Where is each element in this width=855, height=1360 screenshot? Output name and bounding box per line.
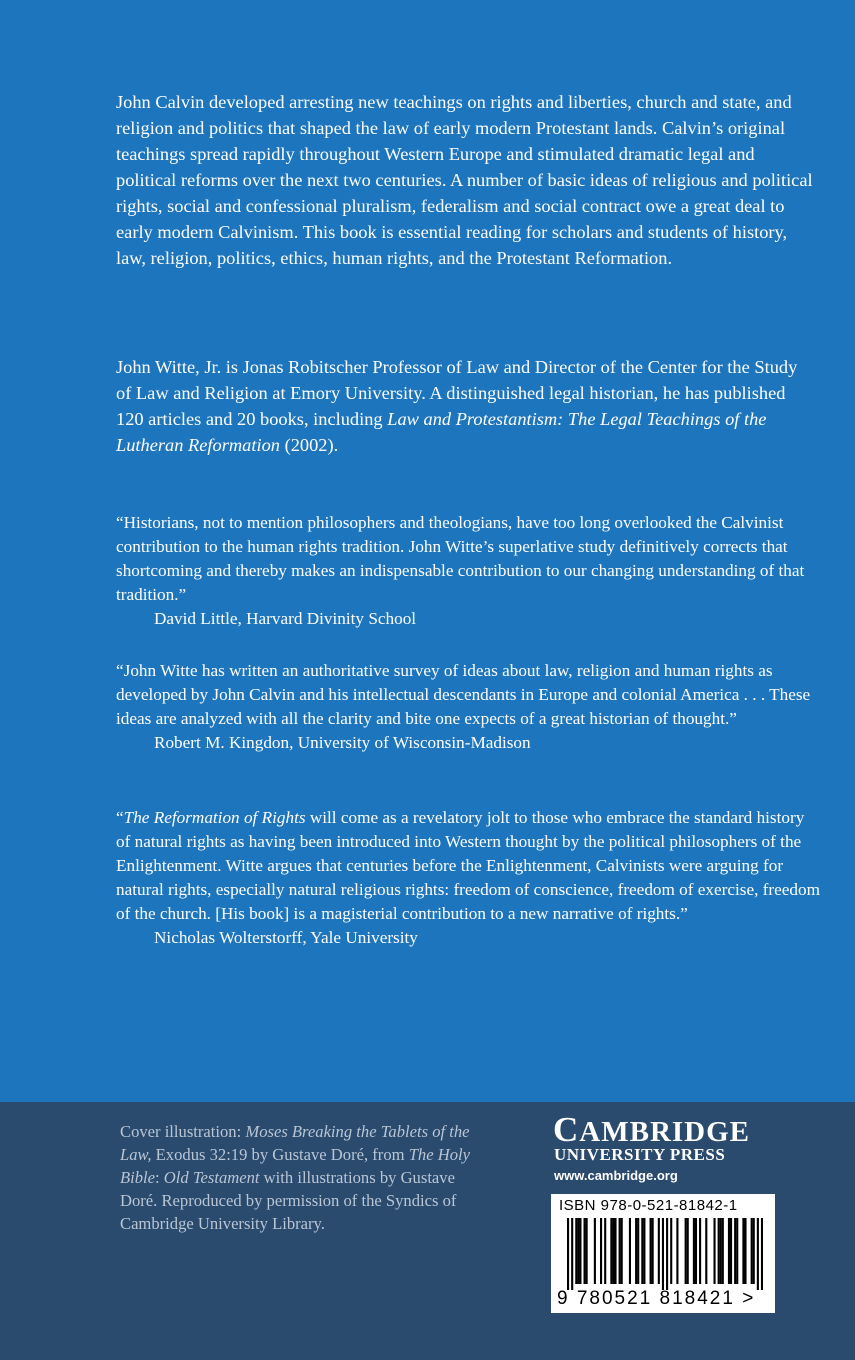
credit-suffix: with illustrations by Gustave Doré. Reproduced by permission of the Syndics of Cambridge University Library. [120, 1168, 457, 1233]
barcode-bar [720, 1218, 722, 1284]
barcode-bar [652, 1218, 654, 1284]
barcode-bar [736, 1218, 738, 1284]
source-subtitle: Old Testament [163, 1168, 260, 1187]
endorsement-attribution: Nicholas Wolterstorff, Yale University [154, 928, 418, 947]
publisher-url: www.cambridge.org [554, 1168, 678, 1183]
barcode-bar [662, 1218, 664, 1290]
source-title: The Holy Bible [120, 1145, 470, 1187]
author-previous-book-title: Law and Protestantism: The Legal Teachings of the Lutheran Reformation [116, 409, 767, 455]
barcode-digits: 9 780521 818421 > [557, 1288, 756, 1309]
barcode-bar [744, 1218, 746, 1284]
barcode-bar [728, 1218, 730, 1284]
barcode-bar [761, 1218, 763, 1290]
barcode-bar [658, 1218, 660, 1284]
barcode-bar [604, 1218, 606, 1284]
credit-middle: Exodus 32:19 by Gustave Doré, from [151, 1145, 409, 1164]
publisher-subtitle: UNIVERSITY PRESS [554, 1145, 726, 1164]
barcode-bar [751, 1218, 753, 1284]
author-bio-date: (2002). [279, 435, 339, 455]
publisher-panel [0, 1102, 855, 1360]
barcode-bar [612, 1218, 614, 1284]
barcode-bar [575, 1218, 577, 1284]
barcode-bar [666, 1218, 668, 1290]
barcode-bar [730, 1218, 732, 1284]
barcode-bar [699, 1218, 701, 1284]
logo-initial: C [553, 1110, 580, 1149]
author-bio [116, 354, 816, 458]
endorsement-text: John Witte has written an authoritative survey of ideas about law, religion and human rights as developed by John Calvin and his intellectual descendants in Europe and colonial America . . . These ideas are analyzed with all the clarity and bite one expects of a great historian of thought.” [116, 661, 811, 728]
cover-credit [120, 1120, 490, 1235]
barcode-bar [685, 1218, 687, 1284]
endorsement-text: will come as a revelatory jolt to those who embrace the standard history of natural rights as having been introduced into Western thought by the political philosophers of the Enlightenment. Witte argues that centuries before the Enlightenment, Calvinists were arguing for natural rights, especially natural religious rights: freedom of conscience, freedom of exercise, freedom of the church. [His book] is a magisterial contribution to a new narrative of rights.” [116, 808, 820, 923]
barcode-bar [693, 1218, 695, 1284]
barcode-bar [637, 1218, 639, 1284]
endorsement [116, 659, 821, 755]
barcode-bar [579, 1218, 581, 1284]
book-description: John Calvin developed arresting new teachings on rights and liberties, church and state, and religion and politics that shaped the law of early modern Protestant lands. Calvin’s original teachings spread rapidly throughout Western Europe and stimulated dramatic legal and political reforms over the next two centuries. A number of basic ideas of religious and political rights, social and confessional pluralism, federalism and social contract owe a great deal to early modern Calvinism. This book is essential reading for scholars and students of history, law, religion, politics, ethics, human rights, and the Protestant Reformation. [116, 92, 813, 268]
publisher-logo [553, 1110, 778, 1150]
barcode-bar [753, 1218, 755, 1284]
barcode-bar [594, 1218, 596, 1284]
quote-mark: “ [116, 661, 124, 680]
barcode-bar [577, 1218, 579, 1284]
artwork-title: Moses Breaking the Tablets of the Law, [120, 1122, 470, 1164]
barcode-bar [705, 1218, 707, 1284]
barcode-bar [629, 1218, 631, 1284]
endorsement [116, 806, 821, 950]
barcode-bar [584, 1218, 586, 1284]
logo-name: AMBRIDGE [579, 1116, 751, 1148]
barcode-bar [687, 1218, 689, 1284]
barcode-bar [641, 1218, 643, 1284]
barcode-bar [695, 1218, 697, 1284]
barcode-bar [742, 1218, 744, 1284]
endorsement-attribution: Robert M. Kingdon, University of Wisconsin-Madison [154, 733, 531, 752]
barcode-bar [567, 1218, 569, 1290]
barcode-bar [713, 1218, 715, 1284]
endorsement-attribution: David Little, Harvard Divinity School [154, 609, 417, 628]
author-bio-text: John Witte, Jr. is Jonas Robitscher Professor of Law and Director of the Center for the Study of Law and Religion at Emory University. A distinguished legal historian, he has published 120 articles and 20 books, including [116, 357, 798, 429]
barcode-bar [643, 1218, 645, 1284]
barcode-bar [718, 1218, 720, 1284]
endorsement [116, 511, 821, 631]
barcode-bar [635, 1218, 637, 1284]
barcode-bar [600, 1218, 602, 1284]
barcode-bar [571, 1218, 573, 1290]
barcode-bar [614, 1218, 616, 1284]
barcode-bar [586, 1218, 588, 1284]
quote-mark: “ [116, 808, 124, 827]
barcode-bar [610, 1218, 612, 1284]
barcode-bar [619, 1218, 621, 1284]
credit-prefix: Cover illustration: [120, 1122, 246, 1141]
barcode-bars [567, 1218, 763, 1290]
isbn-barcode [551, 1194, 775, 1313]
endorsement-text: Historians, not to mention philosophers and theologians, have too long overlooked the Calvinist contribution to the human rights tradition. John Witte’s superlative study definitively corrects that shortcoming and thereby makes an indispensable contribution to our changing understanding of that tradition.” [116, 513, 805, 604]
isbn-label: ISBN 978-0-521-81842-1 [559, 1197, 738, 1214]
barcode-bar [621, 1218, 623, 1284]
barcode-bar [722, 1218, 724, 1284]
barcode-bar [757, 1218, 759, 1290]
barcode-bar [676, 1218, 678, 1284]
barcode-bar [734, 1218, 736, 1284]
credit-colon: : [155, 1168, 164, 1187]
barcode-bar [670, 1218, 672, 1284]
endorsed-book-title: The Reformation of Rights [123, 808, 306, 827]
barcode-bar [650, 1218, 652, 1284]
quote-mark: “ [116, 513, 124, 532]
